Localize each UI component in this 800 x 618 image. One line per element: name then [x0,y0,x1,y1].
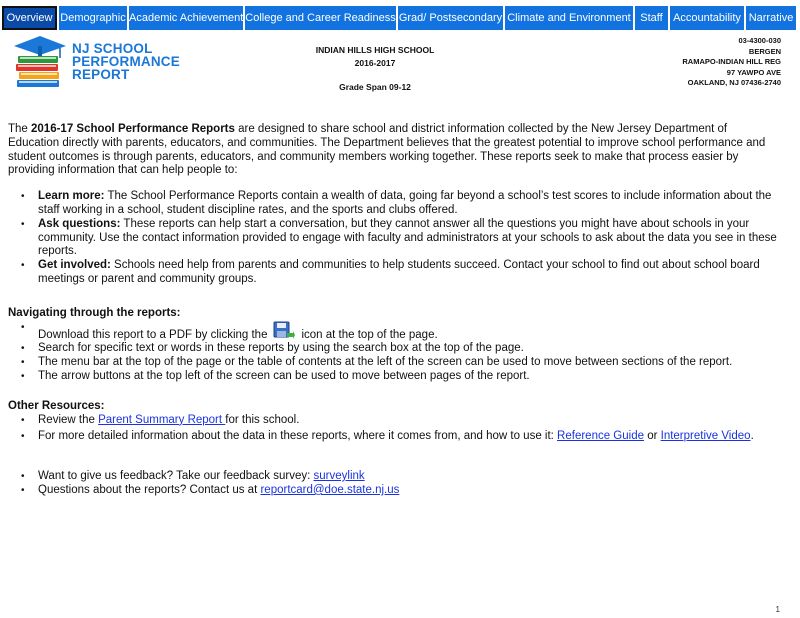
resource-text: For more detailed information about the data in these reports, where it comes from, and how to use it: [38,430,558,443]
purpose-list [8,190,778,287]
contact-text: Questions about the reports? Contact us at [38,483,261,496]
list-item [8,218,778,259]
nav-item-text: The arrow buttons at the top left of the screen can be used to move between pages of the report. [38,369,530,382]
bullet-heading: Ask questions: [38,217,121,230]
feedback-text: Want to give us feedback? Take our feedback survey: [38,470,314,483]
logo-line-1: NJ SCHOOL [72,41,153,56]
resource-text: or [644,430,661,443]
list-item [8,190,778,218]
navigating-heading: Navigating through the reports: [8,306,181,319]
bullet-text: Schools need help from parents and communities to help students succeed. Contact your school to find out about school board meetings or parent and community groups. [38,259,760,285]
parent-summary-report-link[interactable]: Parent Summary Report [98,413,226,426]
resource-text: . [750,430,754,443]
logo-line-3: REPORT [72,67,130,82]
tab-overview[interactable]: Overview [2,6,57,30]
list-item [8,370,778,384]
district-name: RAMAPO-INDIAN HILL REG [682,57,781,66]
school-address-block [581,36,781,89]
spacer [8,444,778,470]
list-item [8,259,778,287]
feedback-list [8,470,778,498]
tab-demographic[interactable]: Demographic [59,6,127,30]
tab-climate-environment[interactable]: Climate and Environment [505,6,633,30]
resource-text: for this school. [225,413,300,426]
tab-accountability[interactable]: Accountability [670,6,744,30]
bullet-text: These reports can help start a conversation, but they cannot answer all the questions you might have about schools in your community. Use the contact information provided to engage with faculty and administrators at your schools to ask about the data you see in these reports. [38,217,777,258]
interpretive-video-link[interactable]: Interpretive Video [660,430,751,443]
list-item [8,430,778,444]
other-resources-heading: Other Resources: [8,399,105,412]
save-pdf-icon [273,321,295,339]
grade-span: Grade Span 09-12 [339,82,411,92]
tab-grad-postsecondary[interactable]: Grad/ Postsecondary [398,6,503,30]
tab-staff[interactable]: Staff [635,6,668,30]
report-year: 2016-2017 [354,58,396,68]
street-address: 97 YAWPO AVE [726,67,781,77]
list-item [8,484,778,498]
graduation-cap-books-icon [12,34,68,90]
list-item [8,470,778,484]
overview-content [8,123,778,498]
school-name: INDIAN HILLS HIGH SCHOOL [315,45,435,55]
nav-item-text: The menu bar at the top of the page or the table of contents at the left of the screen can be used to move between sections of the report. [38,356,733,369]
page-number: 1 [775,605,780,614]
nj-school-performance-report-logo [12,34,182,90]
header-gap [290,70,460,81]
nav-item-text: icon at the top of the page. [301,328,438,341]
nav-item-text: Search for specific text or words in these reports by using the search box at the top of the page. [38,342,524,355]
resource-text: Review the [38,413,99,426]
city-state-zip: OAKLAND, NJ 07436-2740 [687,78,781,87]
survey-link[interactable]: surveylink [313,470,365,483]
tab-college-career-readiness[interactable]: College and Career Readiness [245,6,396,30]
intro-bold: 2016-17 School Performance Reports [31,123,235,135]
list-item [8,356,778,370]
tab-academic-achievement[interactable]: Academic Achievement [129,6,243,30]
intro-paragraph [8,123,778,178]
bullet-heading: Learn more: [38,190,105,203]
reference-guide-link[interactable]: Reference Guide [557,430,644,443]
list-item [8,414,778,428]
list-item [8,342,778,356]
tab-narrative[interactable]: Narrative [746,6,796,30]
intro-prefix: The [8,123,32,135]
list-item [8,321,778,343]
nav-item-text: Download this report to a PDF by clicking the [38,328,268,341]
navigating-list [8,321,778,384]
county-name: BERGEN [748,46,781,56]
logo-wordmark [72,42,192,81]
intro-text: are designed to share school and district information collected by the New Jersey Department of Education directly with parents, educators, and communities. The Department believes that the greatest potential to improve school performance and student outcomes is through parents, educators, and community members working together. These reports seek to make that process easier by providing information that can help people to: [8,123,766,177]
other-resources-list [8,414,778,445]
contact-email-link[interactable]: reportcard@doe.state.nj.us [260,483,400,496]
logo-line-2: PERFORMANCE [72,54,180,69]
bullet-heading: Get involved: [38,259,111,272]
school-code: 03-4300-030 [738,36,781,45]
bullet-text: The School Performance Reports contain a wealth of data, going far beyond a school’s test scores to include information about the staff working in a school, student discipline rates, and the sports and clubs offered. [38,190,772,216]
report-header-center [290,44,460,94]
